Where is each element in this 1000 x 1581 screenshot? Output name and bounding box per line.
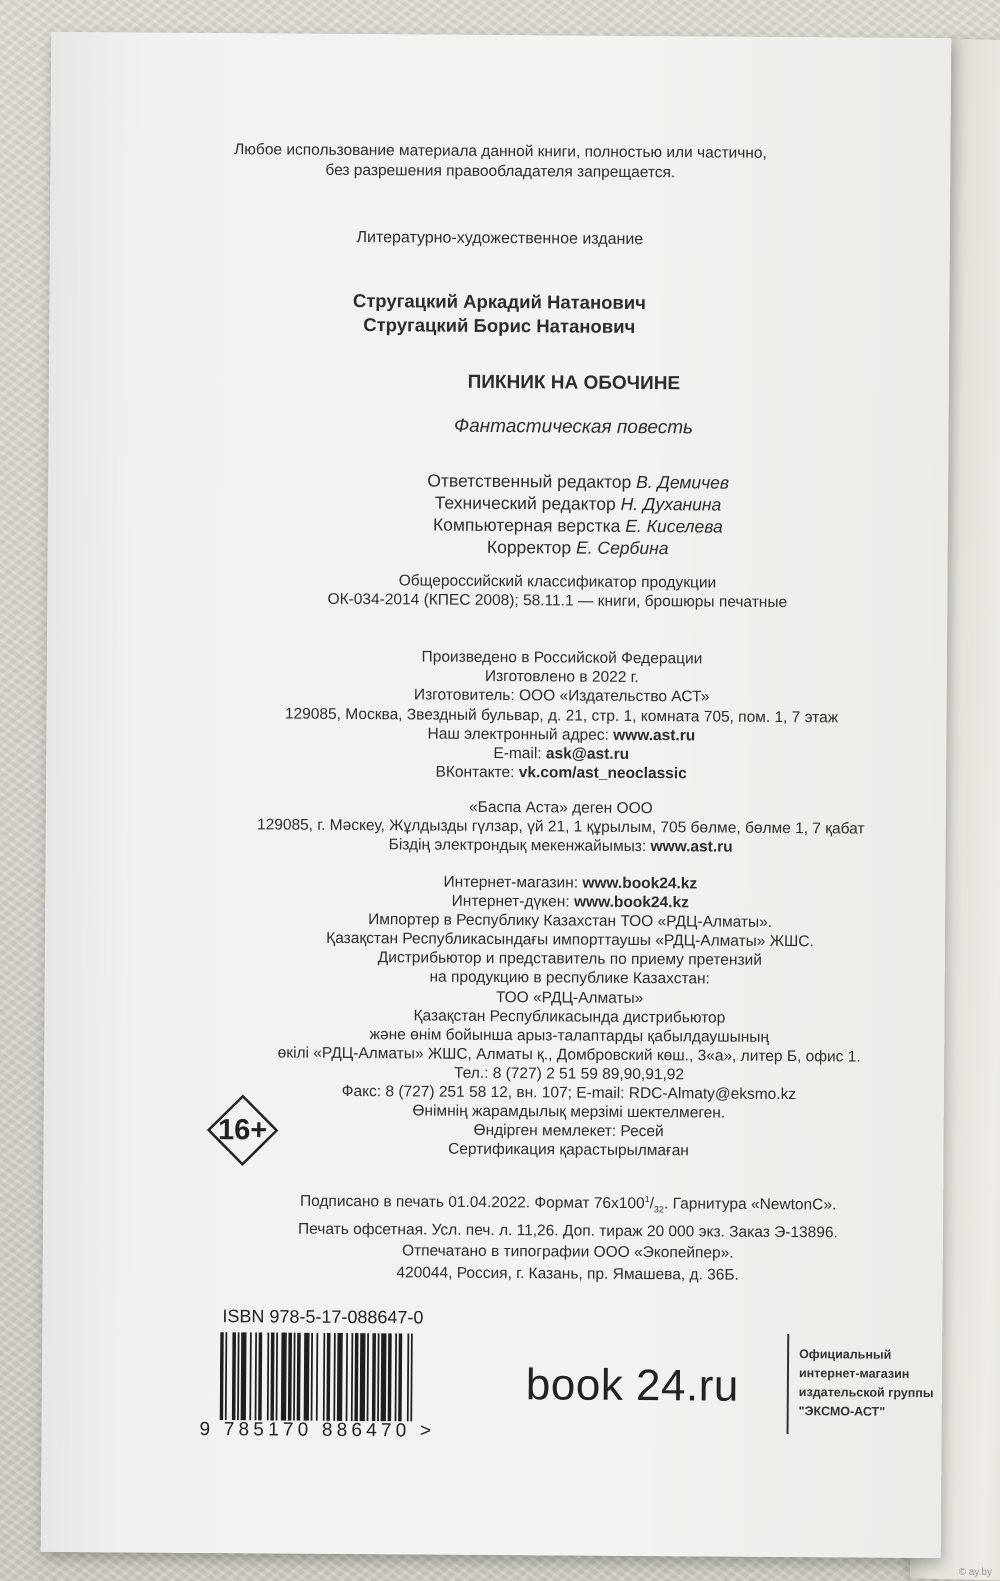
barcode-bar: [395, 1333, 397, 1421]
barcode-bar: [316, 1333, 318, 1421]
kazakhstan-distribution: Интернет-магазин: www.book24.kz Интернет-дүкен: www.book24.kz Импортер в Республику Казахстан ТОО «РДЦ-Алматы». Қазақстан Республикасындағы импорттаушы «РДЦ-Алматы» ЖШС. Дистрибьютор и представитель по приему претензий на продукцию в республике Казахстан: ТОО «РДЦ-Алматы» Қазақстан Республикасында дистрибьютор және өнім бойынша арыз-талаптарды қабылдаушының өкілі «РДЦ-Алматы» ЖШС, Алматы қ., Домбровский көш., 3«а», литер Б, офис 1. Тел.: 8 (727) 2 51 59 89,90,91,92 Факс: 8 (727) 251 58 12, вн. 107; E-mail: RDC-Almaty@eksmo.kz Өнімнің жарамдылық мерзімі шектелмеген. Өндірген мемлекет: Ресей Сертификация қарастырылмаған: [277, 873, 861, 1160]
staff-line: Технический редактор Н. Духанина: [434, 492, 722, 515]
age-rating: 16+: [217, 1114, 268, 1147]
kazakh-publisher-info: «Баспа Аста» деген ООО 129085, г. Мәскеу, Жұлдызды гүлзар, үй 21, 1 құрылым, 705 бөлме, бөлме 1, 7 қабат Біздің электрондық мекенжайымыз: www.ast.ru: [256, 798, 865, 857]
barcode-bar: [225, 1332, 227, 1420]
divider: [787, 1334, 790, 1434]
barcode-bar: [323, 1333, 325, 1421]
official-store-note: Официальный интернет-магазин издательской группы "ЭКСМО-АСТ": [798, 1347, 934, 1419]
barcode-bar: [304, 1333, 310, 1421]
barcode-bar: [249, 1332, 251, 1420]
barcode-digits: 9 785170 886470 >: [199, 1418, 436, 1442]
barcode-bar: [220, 1332, 224, 1420]
barcode-bar: [381, 1333, 387, 1421]
barcode-bar: [241, 1332, 247, 1420]
print-info: Подписано в печать 01.04.2022. Формат $76х100^1/_{32}$. Гарнитура «NewtonC». Печать офсетная. Усл. печ. л. 11,26. Доп. тираж 20 000 экз. Заказ Э-13896. Отпечатано в типографии ООО «Экопейпер». 420044, Россия, г. Казань, пр. Ямашева, д. 36Б.: [297, 1192, 838, 1284]
manufacturer-info: Произведено в Российской Федерации Изготовлено в 2022 г. Изготовитель: ООО «Издательство АСТ» 129085, Москва, Звездный бульвар, д. 21, стр. 1, комната 705, пом. 1, 7 этаж Наш электронный адрес: www.ast.ru E-mail: ask@ast.ru ВКонтакте: vk.com/ast_neoclassic: [284, 648, 839, 783]
barcode-bar: [258, 1332, 262, 1420]
staff-line: Корректор Е. Сербина: [486, 536, 669, 559]
copyright-notice: [50, 139, 950, 185]
staff-line: Компьютерная верстка Е. Киселева: [432, 514, 723, 537]
barcode-bar: [281, 1333, 287, 1421]
copyright-line: без разрешения правообладателя запрещается.: [325, 161, 676, 182]
barcode-bar: [377, 1333, 379, 1421]
barcode-bar: [297, 1333, 301, 1421]
barcode-bar: [360, 1333, 366, 1421]
watermark: © ay.by: [958, 1567, 992, 1578]
edition-type: Литературно-художественное издание: [356, 229, 644, 249]
barcode-bar: [388, 1333, 392, 1421]
barcode-bar: [293, 1333, 295, 1421]
barcode-bar: [354, 1333, 358, 1421]
barcode-bar: [398, 1333, 402, 1421]
barcode-bar: [372, 1333, 376, 1421]
barcode-bar: [276, 1332, 278, 1420]
barcode-bar: [270, 1332, 274, 1420]
barcode-bar: [326, 1333, 330, 1421]
authors: [49, 287, 949, 341]
barcode-bar: [351, 1333, 353, 1421]
author: Стругацкий Аркадий Натанович: [352, 289, 647, 314]
barcode-bar: [267, 1332, 269, 1420]
author: Стругацкий Борис Натанович: [363, 314, 636, 337]
staff-list: [128, 467, 1000, 561]
brand-logo: book 24.ru: [525, 1360, 739, 1411]
barcode-bar: [407, 1333, 409, 1421]
genre: Фантастическая повесть: [453, 415, 694, 439]
barcode: [220, 1332, 471, 1422]
classifier: Общероссийский классификатор продукции ОК-034-2014 (КПЕС 2008); 58.11.1 — книги, брошюры печатные: [327, 572, 788, 612]
age-rating-badge: [206, 1094, 279, 1167]
book-page: [41, 32, 952, 1558]
barcode-bar: [410, 1333, 412, 1421]
barcode-bar: [232, 1332, 236, 1420]
barcode-bar: [337, 1333, 343, 1421]
barcode-bar: [367, 1333, 369, 1421]
staff-line: Ответственный редактор В. Демичев: [427, 470, 730, 493]
barcode-bar: [255, 1332, 257, 1420]
barcode-bar: [333, 1333, 335, 1421]
book-title: ПИКНИК НА ОБОЧИНЕ: [467, 371, 681, 395]
isbn: ISBN 978-5-17-088647-0: [222, 1306, 424, 1328]
barcode-bar: [237, 1332, 239, 1420]
barcode-bar: [288, 1333, 292, 1421]
barcode-bar: [311, 1333, 313, 1421]
barcode-bar: [346, 1333, 348, 1421]
copyright-line: Любое использование материала данной книги, полностью или частично,: [234, 141, 767, 162]
